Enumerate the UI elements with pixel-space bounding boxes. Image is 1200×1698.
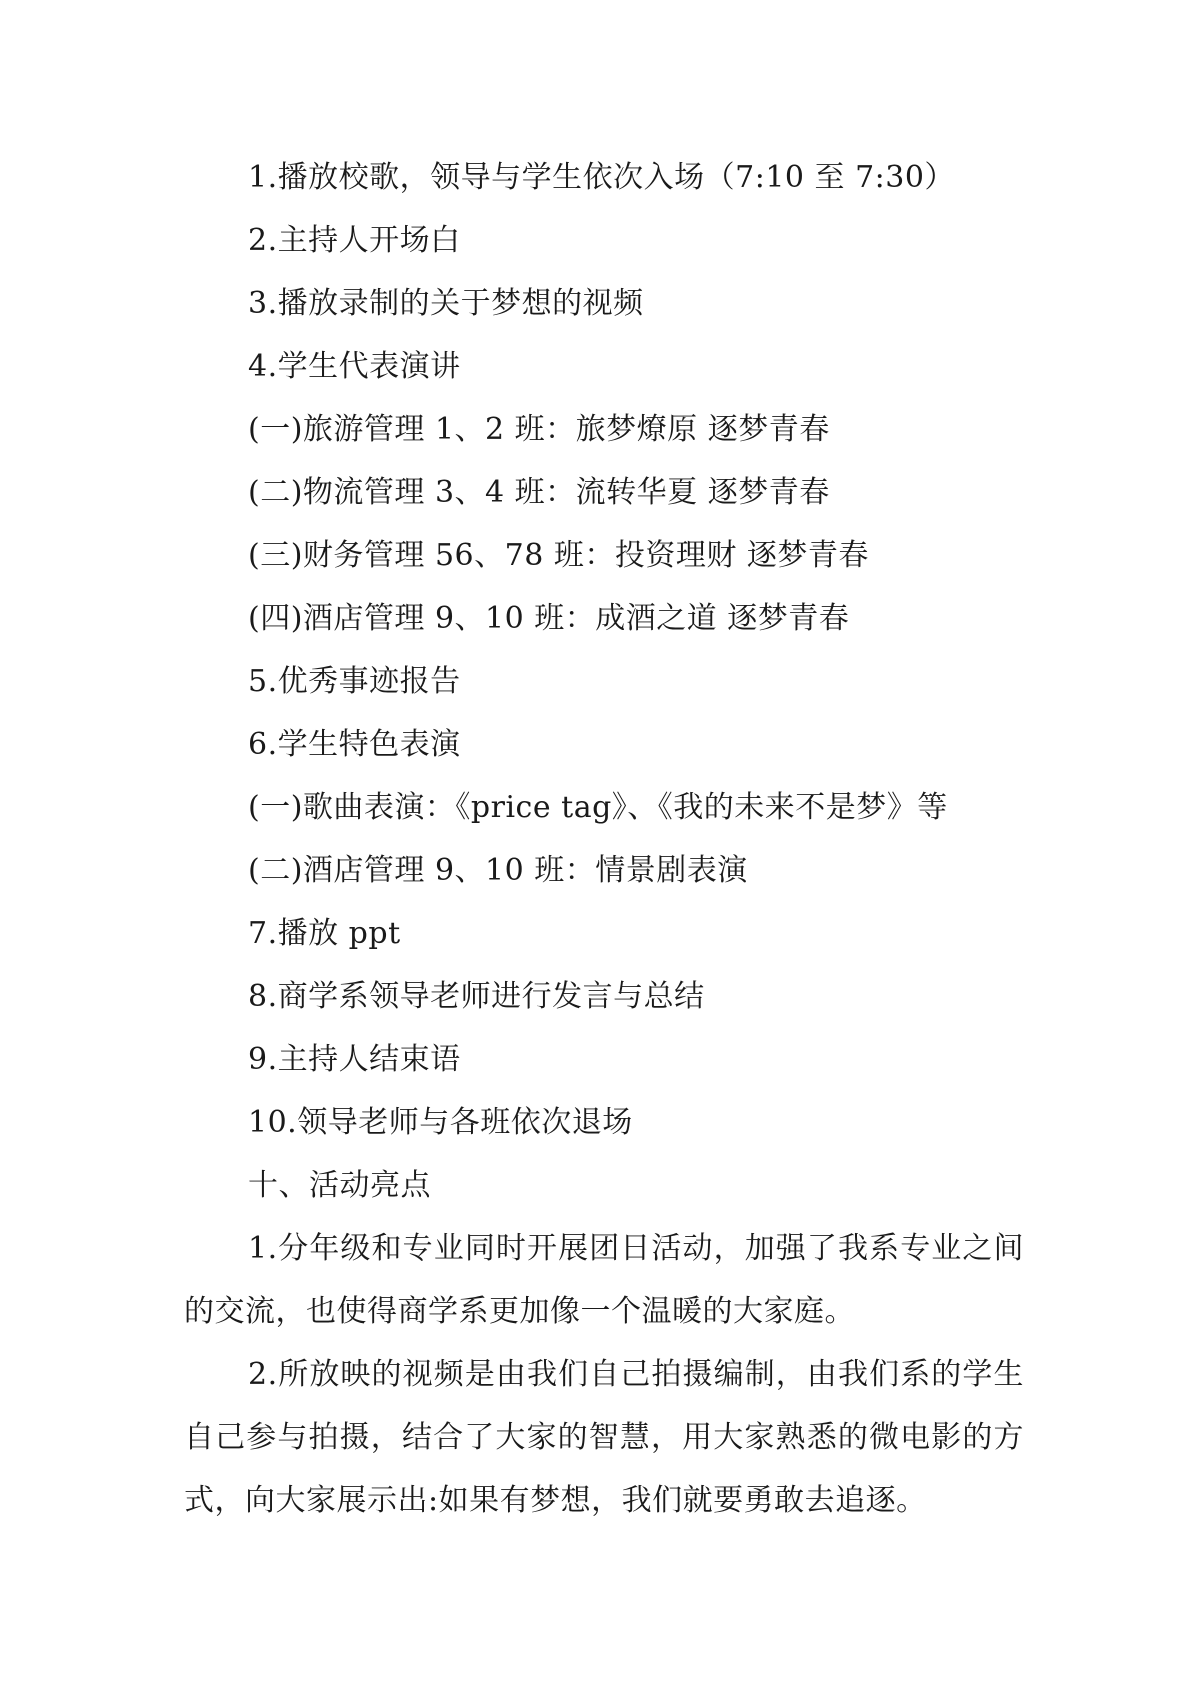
program-item: 4.学生代表演讲 xyxy=(248,349,461,384)
program-item: 7.播放 ppt xyxy=(248,916,401,951)
program-subitem: (一)歌曲表演：《price tag》、《我的未来不是梦》等 xyxy=(248,790,948,825)
document-body xyxy=(184,146,1024,1532)
program-item: 8.商学系领导老师进行发言与总结 xyxy=(248,979,705,1014)
highlight-paragraph: 1.分年级和专业同时开展团日活动，加强了我系专业之间的交流，也使得商学系更加像一个温暖的大家庭。 xyxy=(184,1231,1024,1329)
program-item: 1.播放校歌，领导与学生依次入场（7:10 至 7:30） xyxy=(248,160,955,195)
program-item: 9.主持人结束语 xyxy=(248,1042,461,1077)
program-subitem: (二)物流管理 3、4 班：流转华夏 逐梦青春 xyxy=(248,475,830,510)
program-subitem: (三)财务管理 56、78 班：投资理财 逐梦青春 xyxy=(248,538,869,573)
section-heading: 十、活动亮点 xyxy=(248,1168,431,1203)
program-item: 3.播放录制的关于梦想的视频 xyxy=(248,286,644,321)
program-subitem: (二)酒店管理 9、10 班：情景剧表演 xyxy=(248,853,748,888)
highlight-paragraph: 2.所放映的视频是由我们自己拍摄编制，由我们系的学生自己参与拍摄，结合了大家的智慧，用大家熟悉的微电影的方式，向大家展示出:如果有梦想，我们就要勇敢去追逐。 xyxy=(184,1357,1024,1518)
program-item: 6.学生特色表演 xyxy=(248,727,461,762)
program-item: 2.主持人开场白 xyxy=(248,223,461,258)
program-item: 10.领导老师与各班依次退场 xyxy=(248,1105,633,1140)
program-subitem: (一)旅游管理 1、2 班：旅梦燎原 逐梦青春 xyxy=(248,412,830,447)
program-subitem: (四)酒店管理 9、10 班：成酒之道 逐梦青春 xyxy=(248,601,850,636)
program-item: 5.优秀事迹报告 xyxy=(248,664,461,699)
